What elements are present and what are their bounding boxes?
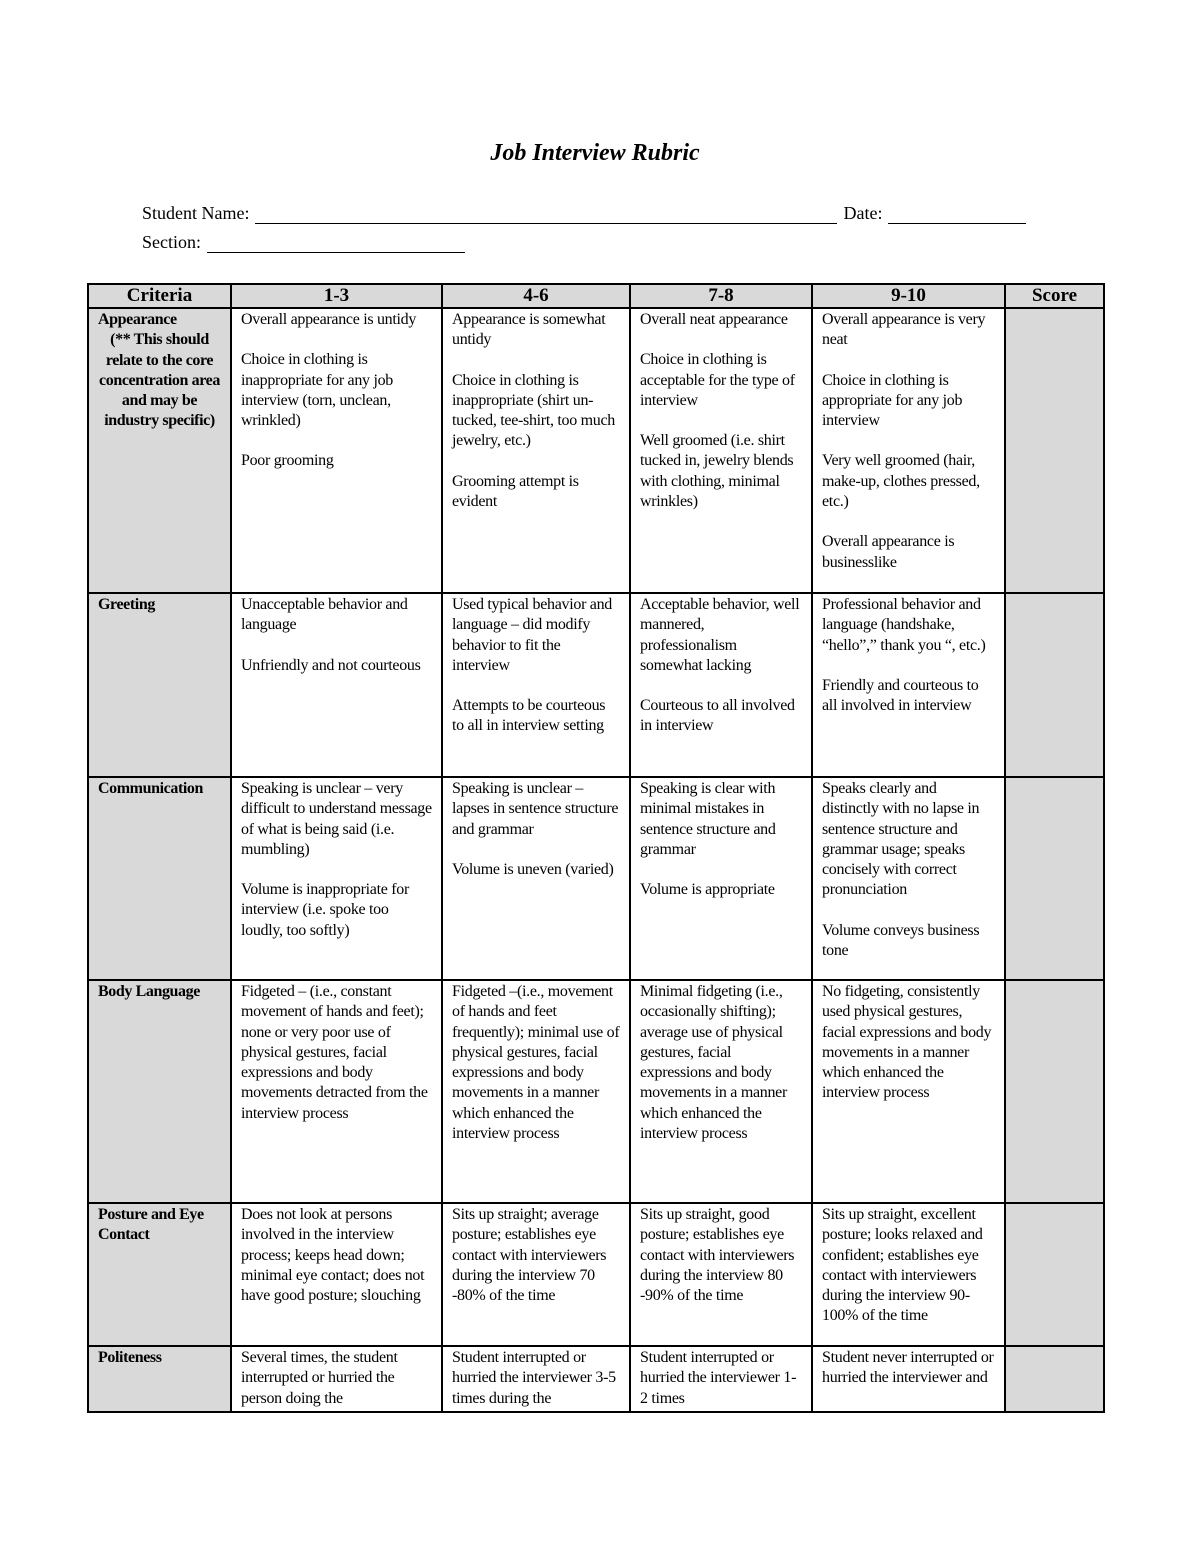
- header-9-10: 9-10: [812, 284, 1005, 308]
- section-label: Section:: [142, 232, 201, 252]
- criteria-label: Appearance: [98, 311, 177, 328]
- criteria-label: Politeness: [98, 1349, 162, 1366]
- rubric-cell: [630, 308, 812, 593]
- score-cell[interactable]: [1005, 1346, 1104, 1412]
- rubric-cell: [812, 1346, 1005, 1412]
- cell-paragraph: Poor grooming: [241, 452, 334, 470]
- criteria-label: Body Language: [98, 983, 200, 1000]
- cell-paragraph: Student never interrupted or hurried the interviewer and: [822, 1349, 994, 1387]
- score-cell[interactable]: [1005, 1203, 1104, 1346]
- table-row: [88, 1203, 1104, 1346]
- score-cell[interactable]: [1005, 777, 1104, 980]
- cell-paragraph: Volume is inappropriate for interview (i.e. spoke too loudly, too softly): [241, 881, 410, 939]
- rubric-cell: [442, 980, 630, 1203]
- rubric-cell: [812, 777, 1005, 980]
- cell-paragraph: Speaks clearly and distinctly with no lapse in sentence structure and grammar usage; speaks concisely with correct pronunciation: [822, 780, 980, 899]
- cell-paragraph: Volume conveys business tone: [822, 921, 980, 960]
- section-blank[interactable]: [207, 234, 465, 253]
- rubric-cell: [442, 777, 630, 980]
- cell-paragraph: Unfriendly and not courteous: [241, 656, 421, 674]
- rubric-cell: [231, 980, 442, 1203]
- cell-paragraph: Choice in clothing is inappropriate (shirt un-tucked, tee-shirt, too much jewelry, etc.): [452, 371, 615, 450]
- cell-paragraph: Grooming attempt is evident: [452, 472, 579, 511]
- rubric-cell: [812, 308, 1005, 593]
- cell-paragraph: Minimal fidgeting (i.e., occasionally shifting); average use of physical gestures, facial expressions and body movements in a manner which enhanced the interview process: [640, 983, 787, 1143]
- criteria-cell: [88, 1346, 231, 1412]
- cell-paragraph: Fidgeted –(i.e., movement of hands and feet frequently); minimal use of physical gestures, facial expressions and body movements in a manner which enhanced the interview process: [452, 983, 620, 1143]
- student-name-blank[interactable]: [255, 205, 837, 224]
- criteria-cell: [88, 777, 231, 980]
- header-criteria: Criteria: [88, 284, 231, 308]
- cell-paragraph: Several times, the student interrupted or hurried the person doing the: [241, 1349, 398, 1407]
- document-title: Job Interview Rubric: [490, 140, 700, 166]
- cell-paragraph: Sits up straight; average posture; establishes eye contact with interviewers during the interview 70 -80% of the time: [452, 1206, 607, 1305]
- cell-paragraph: Courteous to all involved in interview: [640, 697, 795, 735]
- rubric-cell: [442, 1346, 630, 1412]
- table-row: [88, 1346, 1104, 1412]
- score-cell[interactable]: [1005, 980, 1104, 1203]
- student-name-label: Student Name:: [142, 203, 250, 223]
- cell-paragraph: Sits up straight, excellent posture; looks relaxed and confident; establishes eye contact with interviewers during the interview 90-100% of the time: [822, 1206, 983, 1325]
- rubric-cell: [231, 1346, 442, 1412]
- cell-paragraph: Speaking is unclear – very difficult to understand message of what is being said (i.e. mumbling): [241, 780, 432, 858]
- score-cell[interactable]: [1005, 308, 1104, 593]
- rubric-cell: [630, 1346, 812, 1412]
- cell-paragraph: No fidgeting, consistently used physical gestures, facial expressions and body movements in a manner which enhanced the interview process: [822, 983, 992, 1102]
- rubric-cell: [812, 1203, 1005, 1346]
- header-7-8: 7-8: [630, 284, 812, 308]
- header-1-3: 1-3: [231, 284, 442, 308]
- cell-paragraph: Friendly and courteous to all involved in interview: [822, 676, 979, 715]
- rubric-cell: [630, 593, 812, 777]
- header-row: [88, 284, 1104, 308]
- cell-paragraph: Professional behavior and language (handshake, “hello”,” thank you “, etc.): [822, 596, 986, 654]
- cell-paragraph: Does not look at persons involved in the interview process; keeps head down; minimal eye contact; does not have good posture; slouching: [241, 1206, 425, 1305]
- cell-paragraph: Choice in clothing is acceptable for the type of interview: [640, 351, 795, 409]
- cell-paragraph: Overall appearance is untidy: [241, 311, 417, 328]
- cell-paragraph: Student interrupted or hurried the interviewer 3-5 times during the: [452, 1349, 616, 1407]
- table-row: [88, 593, 1104, 777]
- rubric-table: [87, 283, 1105, 1413]
- cell-paragraph: Student interrupted or hurried the interviewer 1-2 times: [640, 1349, 797, 1407]
- rubric-cell: [231, 777, 442, 980]
- cell-paragraph: Unacceptable behavior and language: [241, 596, 408, 634]
- cell-paragraph: Acceptable behavior, well mannered, professionalism somewhat lacking: [640, 596, 800, 674]
- cell-paragraph: Speaking is unclear – lapses in sentence structure and grammar: [452, 780, 619, 838]
- cell-paragraph: Overall appearance is very neat: [822, 311, 986, 349]
- cell-paragraph: Well groomed (i.e. shirt tucked in, jewelry blends with clothing, minimal wrinkles): [640, 432, 794, 511]
- cell-paragraph: Choice in clothing is inappropriate for any job interview (torn, unclean, wrinkled): [241, 351, 394, 430]
- date-blank[interactable]: [888, 205, 1026, 224]
- cell-paragraph: Overall appearance is businesslike: [822, 533, 955, 571]
- rubric-cell: [630, 1203, 812, 1346]
- rubric-cell: [231, 593, 442, 777]
- student-name-line: [142, 203, 1026, 224]
- rubric-cell: [442, 593, 630, 777]
- rubric-cell: [812, 593, 1005, 777]
- rubric-cell: [231, 1203, 442, 1346]
- header-4-6: 4-6: [442, 284, 630, 308]
- cell-paragraph: Volume is uneven (varied): [452, 860, 614, 878]
- date-label: Date:: [843, 203, 883, 223]
- criteria-label: Greeting: [98, 596, 155, 613]
- criteria-label: Communication: [98, 780, 204, 797]
- criteria-cell: [88, 980, 231, 1203]
- criteria-label: Posture and Eye Contact: [98, 1206, 204, 1244]
- rubric-cell: [812, 980, 1005, 1203]
- rubric-cell: [630, 777, 812, 980]
- cell-paragraph: Overall neat appearance: [640, 311, 788, 328]
- table-row: [88, 777, 1104, 980]
- rubric-cell: [442, 1203, 630, 1346]
- header-score: Score: [1005, 284, 1104, 308]
- cell-paragraph: Appearance is somewhat untidy: [452, 311, 606, 349]
- cell-paragraph: Attempts to be courteous to all in interview setting: [452, 697, 606, 735]
- criteria-cell: [88, 593, 231, 777]
- cell-paragraph: Choice in clothing is appropriate for any job interview: [822, 371, 963, 430]
- cell-paragraph: Sits up straight, good posture; establishes eye contact with interviewers during the interview 80 -90% of the time: [640, 1206, 795, 1305]
- cell-paragraph: Very well groomed (hair, make-up, clothes pressed, etc.): [822, 452, 980, 511]
- rubric-cell: [442, 308, 630, 593]
- cell-paragraph: Speaking is clear with minimal mistakes in sentence structure and grammar: [640, 780, 776, 858]
- table-row: [88, 980, 1104, 1203]
- criteria-cell: [88, 1203, 231, 1346]
- section-line: [142, 232, 465, 253]
- cell-paragraph: Fidgeted – (i.e., constant movement of hands and feet); none or very poor use of physical gestures, facial expressions and body movements detracted from the interview process: [241, 983, 428, 1122]
- table-row: [88, 308, 1104, 593]
- cell-paragraph: Volume is appropriate: [640, 881, 775, 899]
- rubric-cell: [630, 980, 812, 1203]
- criteria-note: (** This should relate to the core concentration area and may be industry specific): [99, 331, 220, 430]
- cell-paragraph: Used typical behavior and language – did modify behavior to fit the interview: [452, 596, 613, 674]
- score-cell[interactable]: [1005, 593, 1104, 777]
- criteria-cell: [88, 308, 231, 593]
- rubric-cell: [231, 308, 442, 593]
